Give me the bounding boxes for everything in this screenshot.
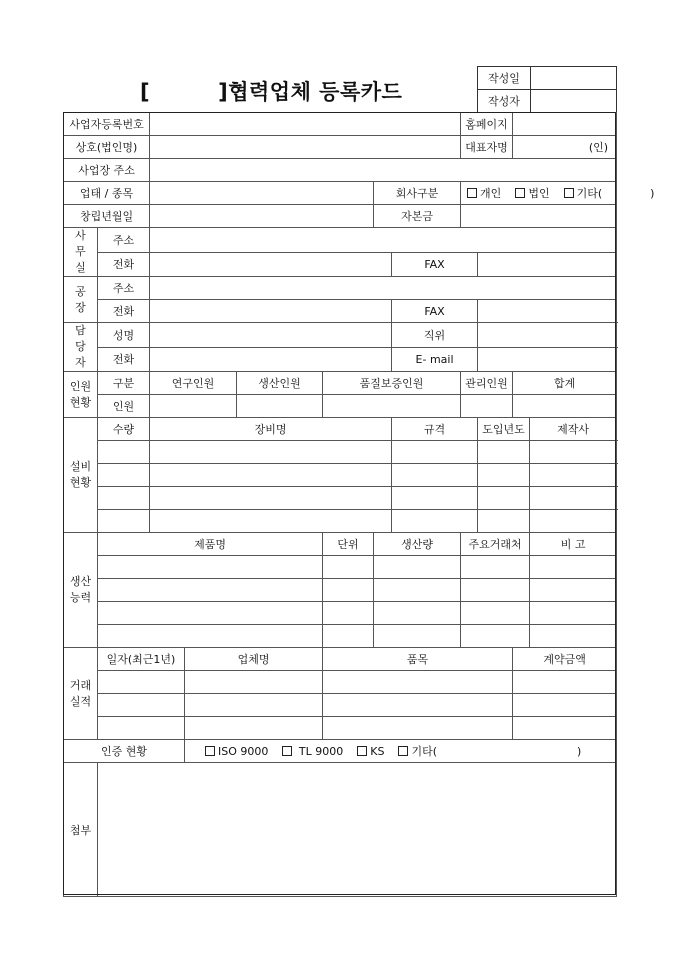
manager-tel-field[interactable] <box>150 347 392 372</box>
checkbox-iso9000[interactable] <box>205 746 215 756</box>
option-corporation-label: 법인 <box>528 187 550 200</box>
staff-total-field[interactable] <box>513 395 617 418</box>
production-col-volume: 생산량 <box>374 533 461 556</box>
office-label: 사 무 실 <box>64 228 98 277</box>
manager-email-label: E- mail <box>392 347 478 372</box>
capital-field[interactable] <box>461 205 617 228</box>
staff-col-category: 구분 <box>98 372 150 395</box>
cert-other-label: 기타( <box>411 745 437 758</box>
author-field[interactable] <box>531 90 617 113</box>
homepage-label: 홈페이지 <box>461 113 513 136</box>
staff-row-count: 인원 <box>98 395 150 418</box>
manager-title-field[interactable] <box>478 323 617 348</box>
cert-ks-label: KS <box>370 745 385 758</box>
checkbox-individual[interactable] <box>467 188 477 198</box>
manager-email-field[interactable] <box>478 347 617 372</box>
attachment-label: 첨부 <box>64 763 98 897</box>
title-text: ]협력업체 등록카드 <box>218 80 403 104</box>
equipment-col-maker: 제작사 <box>530 418 617 441</box>
staff-col-research: 연구인원 <box>150 372 237 395</box>
certification-label: 인증 현황 <box>64 740 185 763</box>
office-tel-field[interactable] <box>150 252 392 277</box>
factory-fax-label: FAX <box>392 300 478 323</box>
attachment-area[interactable] <box>98 763 617 897</box>
company-type-label: 회사구분 <box>374 182 461 205</box>
trade-label: 거래 실적 <box>64 648 98 740</box>
staff-label: 인원 현황 <box>64 372 98 418</box>
company-name-label: 상호(법인명) <box>64 136 150 159</box>
factory-addr-label: 주소 <box>98 277 150 300</box>
equipment-col-spec: 규격 <box>392 418 478 441</box>
production-row <box>64 602 617 625</box>
factory-tel-label: 전화 <box>98 300 150 323</box>
trade-col-company: 업체명 <box>185 648 323 671</box>
capital-label: 자본금 <box>374 205 461 228</box>
ceo-label: 대표자명 <box>461 136 513 159</box>
equipment-row <box>64 487 617 510</box>
date-field[interactable] <box>531 67 617 90</box>
trade-col-date: 일자(최근1년) <box>98 648 185 671</box>
staff-research-field[interactable] <box>150 395 237 418</box>
manager-name-label: 성명 <box>98 323 150 348</box>
staff-admin-field[interactable] <box>461 395 513 418</box>
option-other-close: ) <box>650 187 655 200</box>
seal-mark: (인) <box>588 141 609 154</box>
office-addr-label: 주소 <box>98 228 150 253</box>
company-name-field[interactable] <box>150 136 461 159</box>
manager-title-label: 직위 <box>392 323 478 348</box>
factory-addr-field[interactable] <box>150 277 617 300</box>
author-label: 작성자 <box>478 90 531 113</box>
staff-col-production: 생산인원 <box>237 372 323 395</box>
header-table <box>477 66 617 113</box>
cert-iso9000-label: ISO 9000 <box>218 745 269 758</box>
checkbox-cert-other[interactable] <box>398 746 408 756</box>
manager-label: 담 당 자 <box>64 323 98 372</box>
certification-options <box>185 740 617 763</box>
office-tel-label: 전화 <box>98 252 150 277</box>
founded-field[interactable] <box>150 205 374 228</box>
title-bracket-open: [ <box>140 80 151 104</box>
homepage-field[interactable] <box>513 113 617 136</box>
equipment-col-qty: 수량 <box>98 418 150 441</box>
staff-col-total: 합계 <box>513 372 617 395</box>
ceo-field[interactable] <box>513 136 617 159</box>
form-title <box>140 76 402 106</box>
checkbox-tl9000[interactable] <box>282 746 292 756</box>
equipment-col-name: 장비명 <box>150 418 392 441</box>
business-type-field[interactable] <box>150 182 374 205</box>
factory-fax-field[interactable] <box>478 300 617 323</box>
trade-row <box>64 717 617 740</box>
option-other-label: 기타( <box>576 187 603 200</box>
business-type-label: 업태 / 종목 <box>64 182 150 205</box>
production-label: 생산 능력 <box>64 533 98 648</box>
cert-other-close: ) <box>577 745 582 758</box>
factory-label: 공 장 <box>64 277 98 323</box>
trade-row <box>64 694 617 717</box>
office-addr-field[interactable] <box>150 228 617 253</box>
production-row <box>64 625 617 648</box>
production-col-client: 주요거래처 <box>461 533 530 556</box>
address-label: 사업장 주소 <box>64 159 150 182</box>
trade-col-amount: 계약금액 <box>513 648 617 671</box>
reg-no-label: 사업자등록번호 <box>64 113 150 136</box>
checkbox-other[interactable] <box>564 188 574 198</box>
factory-tel-field[interactable] <box>150 300 392 323</box>
checkbox-corporation[interactable] <box>515 188 525 198</box>
registration-form <box>63 112 655 897</box>
equipment-row <box>64 464 617 487</box>
reg-no-field[interactable] <box>150 113 461 136</box>
production-row <box>64 556 617 579</box>
production-row <box>64 579 617 602</box>
option-individual-label: 개인 <box>480 187 502 200</box>
production-col-product: 제품명 <box>98 533 323 556</box>
equipment-label: 설비 현황 <box>64 418 98 533</box>
checkbox-ks[interactable] <box>357 746 367 756</box>
trade-row <box>64 671 617 694</box>
address-field[interactable] <box>150 159 617 182</box>
staff-col-admin: 관리인원 <box>461 372 513 395</box>
cert-tl9000-label: TL 9000 <box>298 745 344 758</box>
equipment-row <box>64 510 617 533</box>
founded-label: 창립년월일 <box>64 205 150 228</box>
staff-qa-field[interactable] <box>323 395 461 418</box>
production-col-note: 비 고 <box>530 533 617 556</box>
manager-tel-label: 전화 <box>98 347 150 372</box>
staff-production-field[interactable] <box>237 395 323 418</box>
equipment-col-year: 도입년도 <box>478 418 530 441</box>
manager-name-field[interactable] <box>150 323 392 348</box>
production-col-unit: 단위 <box>323 533 374 556</box>
staff-col-qa: 품질보증인원 <box>323 372 461 395</box>
company-type-options <box>461 182 655 205</box>
office-fax-field[interactable] <box>478 252 617 277</box>
equipment-row <box>64 441 617 464</box>
trade-col-item: 품목 <box>323 648 513 671</box>
date-label: 작성일 <box>478 67 531 90</box>
office-fax-label: FAX <box>392 252 478 277</box>
